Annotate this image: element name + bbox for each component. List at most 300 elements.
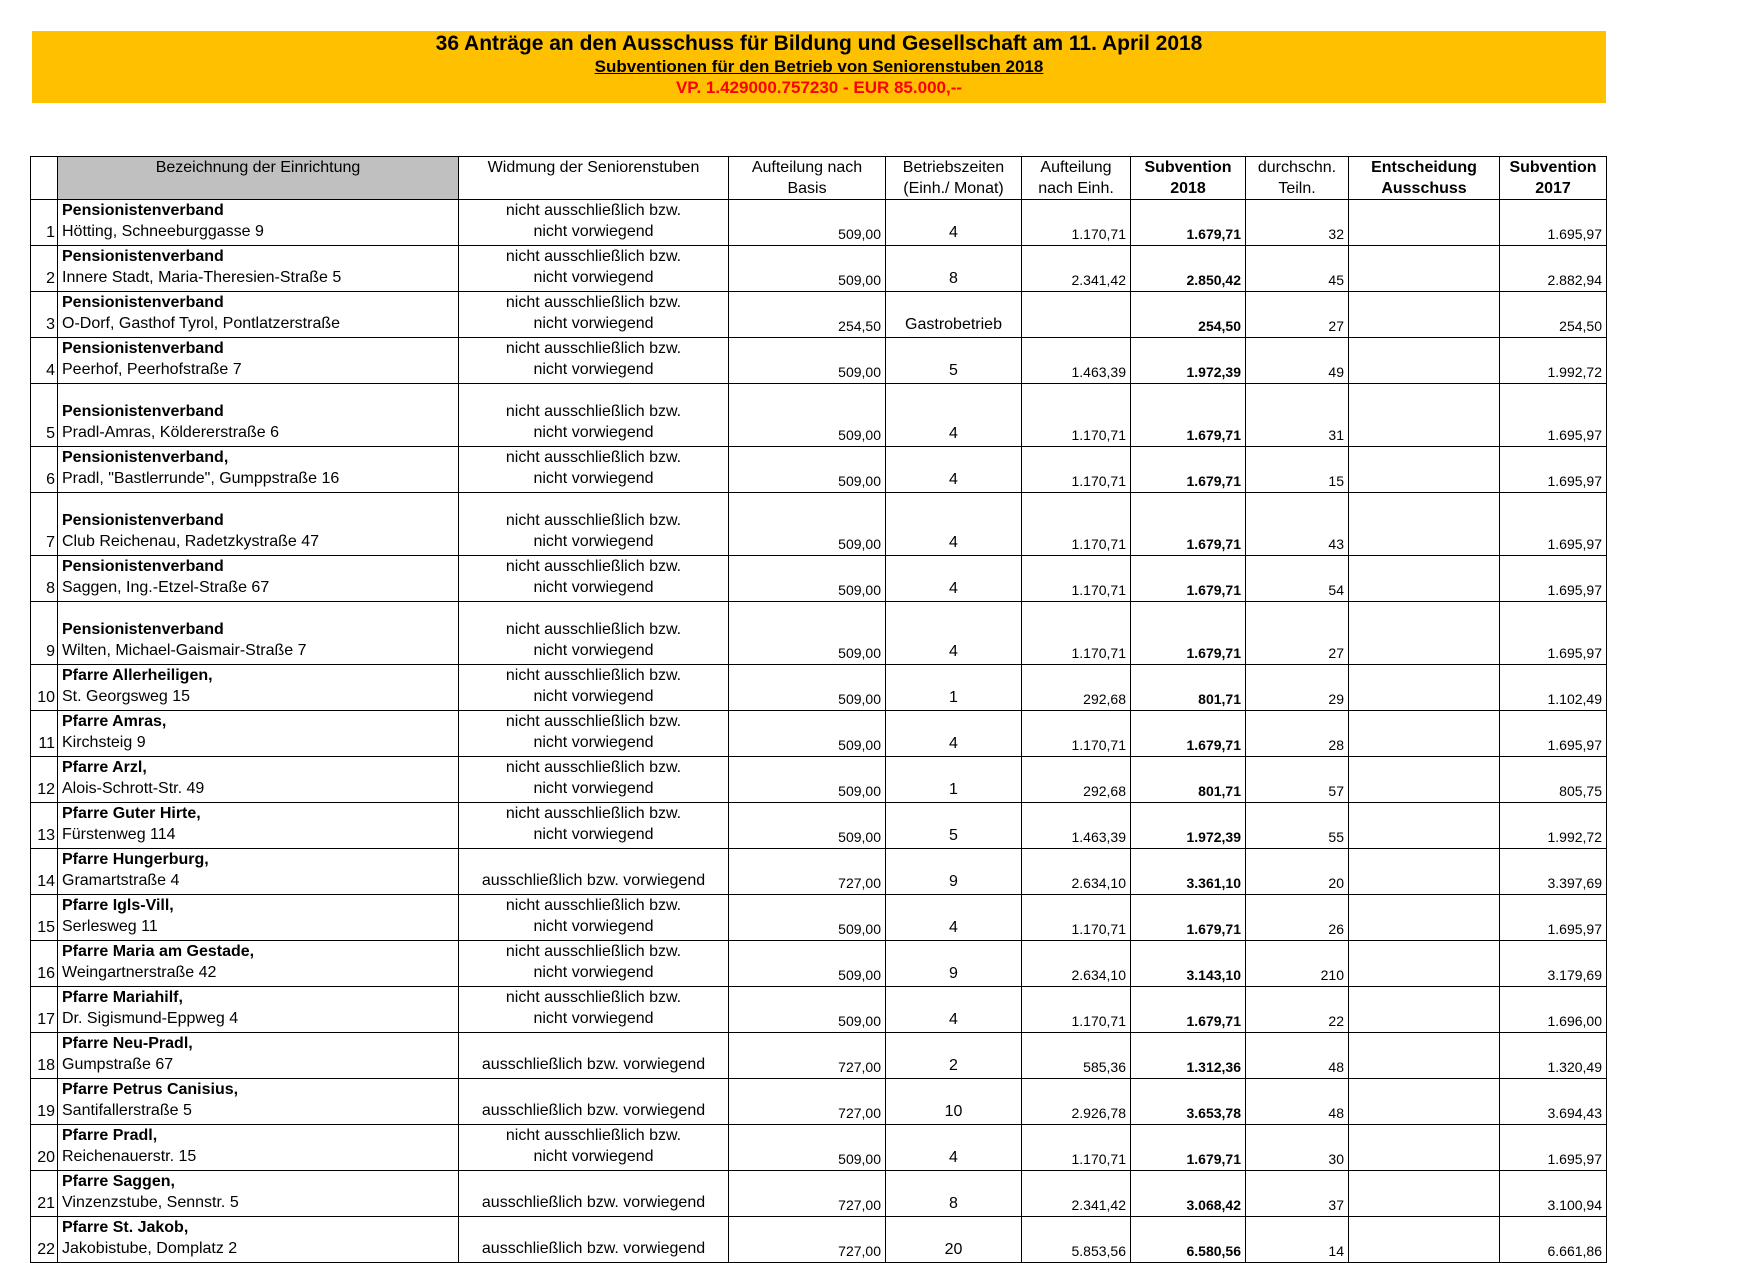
facility-cell [58, 493, 459, 556]
facility-organisation: Pfarre Amras, [62, 713, 167, 730]
basis-cell: 509,00 [729, 246, 886, 292]
basis-cell: 509,00 [729, 338, 886, 384]
row-number: 21 [31, 1171, 58, 1217]
subvention-2018-cell: 1.679,71 [1131, 384, 1246, 447]
subvention-2017-cell: 1.992,72 [1500, 803, 1607, 849]
subvention-2017-cell: 1.695,97 [1500, 711, 1607, 757]
entscheidung-cell[interactable] [1349, 849, 1500, 895]
subsidy-table [30, 156, 1607, 1263]
widmung-line-2: nicht vorwiegend [533, 734, 654, 751]
teilnehmer-cell: 43 [1246, 493, 1349, 556]
widmung-cell [459, 447, 729, 493]
entscheidung-cell[interactable] [1349, 803, 1500, 849]
entscheidung-cell[interactable] [1349, 384, 1500, 447]
widmung-cell [459, 1079, 729, 1125]
einheiten-cell: 1.170,71 [1022, 987, 1131, 1033]
subvention-2017-cell: 254,50 [1500, 292, 1607, 338]
betriebszeiten-cell: 4 [886, 493, 1022, 556]
basis-cell: 509,00 [729, 556, 886, 602]
row-number: 20 [31, 1125, 58, 1171]
table-row [31, 1079, 1607, 1125]
einheiten-cell: 2.341,42 [1022, 246, 1131, 292]
betriebszeiten-cell: 4 [886, 384, 1022, 447]
subvention-2018-cell: 1.679,71 [1131, 602, 1246, 665]
basis-cell: 509,00 [729, 665, 886, 711]
facility-organisation: Pfarre Igls-Vill, [62, 897, 174, 914]
row-number: 19 [31, 1079, 58, 1125]
facility-address: Kirchsteig 9 [62, 734, 146, 751]
teilnehmer-cell: 28 [1246, 711, 1349, 757]
subvention-2018-cell: 1.679,71 [1131, 200, 1246, 246]
table-row [31, 757, 1607, 803]
einheiten-cell: 292,68 [1022, 757, 1131, 803]
entscheidung-cell[interactable] [1349, 1079, 1500, 1125]
teilnehmer-cell: 29 [1246, 665, 1349, 711]
row-number: 5 [31, 384, 58, 447]
betriebszeiten-cell: 5 [886, 803, 1022, 849]
basis-cell: 509,00 [729, 803, 886, 849]
row-number: 14 [31, 849, 58, 895]
row-number: 10 [31, 665, 58, 711]
table-row [31, 200, 1607, 246]
widmung-line-2: nicht vorwiegend [533, 424, 654, 441]
subvention-2018-cell: 1.312,36 [1131, 1033, 1246, 1079]
budget-line: VP. 1.429000.757230 - EUR 85.000,-- [675, 78, 963, 97]
widmung-line-1: nicht ausschließlich bzw. [505, 897, 682, 914]
betriebszeiten-cell: 4 [886, 556, 1022, 602]
header-entscheidung: Entscheidung Ausschuss [1349, 157, 1500, 200]
widmung-line-1: nicht ausschließlich bzw. [505, 340, 682, 357]
widmung-cell [459, 1125, 729, 1171]
widmung-line-1: nicht ausschließlich bzw. [505, 403, 682, 420]
widmung-line-2: nicht vorwiegend [533, 918, 654, 935]
table-row [31, 338, 1607, 384]
row-number: 1 [31, 200, 58, 246]
row-number: 13 [31, 803, 58, 849]
facility-address: Saggen, Ing.-Etzel-Straße 67 [62, 579, 270, 596]
subvention-2017-cell: 1.992,72 [1500, 338, 1607, 384]
teilnehmer-cell: 45 [1246, 246, 1349, 292]
betriebszeiten-cell: 8 [886, 246, 1022, 292]
widmung-cell [459, 849, 729, 895]
widmung-line-2: nicht vorwiegend [533, 315, 654, 332]
table-row [31, 556, 1607, 602]
header-widmung: Widmung der Seniorenstuben [459, 157, 729, 200]
subvention-2018-cell: 1.679,71 [1131, 987, 1246, 1033]
subvention-2017-cell: 1.695,97 [1500, 447, 1607, 493]
row-number: 22 [31, 1217, 58, 1263]
row-number: 17 [31, 987, 58, 1033]
betriebszeiten-cell: 4 [886, 711, 1022, 757]
subvention-2018-cell: 3.143,10 [1131, 941, 1246, 987]
table-row [31, 493, 1607, 556]
basis-cell: 254,50 [729, 292, 886, 338]
facility-organisation: Pfarre Hungerburg, [62, 851, 209, 868]
teilnehmer-cell: 27 [1246, 292, 1349, 338]
subvention-2018-cell: 801,71 [1131, 757, 1246, 803]
subvention-2017-cell: 1.695,97 [1500, 493, 1607, 556]
einheiten-cell: 1.463,39 [1022, 338, 1131, 384]
teilnehmer-cell: 48 [1246, 1033, 1349, 1079]
facility-organisation: Pensionistenverband [62, 512, 224, 529]
einheiten-cell: 2.926,78 [1022, 1079, 1131, 1125]
betriebszeiten-cell: 2 [886, 1033, 1022, 1079]
basis-cell: 727,00 [729, 1079, 886, 1125]
einheiten-cell: 5.853,56 [1022, 1217, 1131, 1263]
basis-cell: 509,00 [729, 447, 886, 493]
widmung-line-2: nicht vorwiegend [533, 223, 654, 240]
entscheidung-cell[interactable] [1349, 200, 1500, 246]
teilnehmer-cell: 26 [1246, 895, 1349, 941]
subvention-2018-cell: 3.653,78 [1131, 1079, 1246, 1125]
facility-address: Serlesweg 11 [62, 918, 158, 935]
facility-organisation: Pensionistenverband [62, 558, 224, 575]
subvention-2017-cell: 3.694,43 [1500, 1079, 1607, 1125]
facility-cell [58, 447, 459, 493]
facility-address: Reichenauerstr. 15 [62, 1148, 197, 1165]
subvention-2018-cell: 3.068,42 [1131, 1171, 1246, 1217]
subvention-2018-cell: 1.679,71 [1131, 493, 1246, 556]
facility-address: Club Reichenau, Radetzkystraße 47 [62, 533, 320, 550]
facility-cell [58, 338, 459, 384]
facility-cell [58, 602, 459, 665]
basis-cell: 509,00 [729, 895, 886, 941]
teilnehmer-cell: 37 [1246, 1171, 1349, 1217]
betriebszeiten-cell: 5 [886, 338, 1022, 384]
facility-cell [58, 803, 459, 849]
subvention-2018-cell: 2.850,42 [1131, 246, 1246, 292]
facility-address: Wilten, Michael-Gaismair-Straße 7 [62, 642, 307, 659]
subvention-2017-cell: 3.100,94 [1500, 1171, 1607, 1217]
facility-cell [58, 895, 459, 941]
widmung-line-1: nicht ausschließlich bzw. [505, 512, 682, 529]
basis-cell: 727,00 [729, 1217, 886, 1263]
facility-organisation: Pfarre Petrus Canisius, [62, 1081, 239, 1098]
widmung-cell [459, 1033, 729, 1079]
widmung-cell [459, 895, 729, 941]
facility-organisation: Pensionistenverband [62, 202, 224, 219]
teilnehmer-cell: 20 [1246, 849, 1349, 895]
subvention-2017-cell: 1.695,97 [1500, 384, 1607, 447]
teilnehmer-cell: 55 [1246, 803, 1349, 849]
teilnehmer-cell: 15 [1246, 447, 1349, 493]
einheiten-cell: 1.170,71 [1022, 200, 1131, 246]
row-number: 6 [31, 447, 58, 493]
subvention-2017-cell: 6.661,86 [1500, 1217, 1607, 1263]
facility-cell [58, 200, 459, 246]
facility-organisation: Pfarre Arzl, [62, 759, 147, 776]
widmung-line-2: ausschließlich bzw. vorwiegend [481, 872, 706, 889]
widmung-cell [459, 602, 729, 665]
facility-address: Santifallerstraße 5 [62, 1102, 192, 1119]
row-number: 9 [31, 602, 58, 665]
einheiten-cell: 1.170,71 [1022, 1125, 1131, 1171]
subvention-2018-cell: 1.679,71 [1131, 556, 1246, 602]
basis-cell: 509,00 [729, 941, 886, 987]
facility-address: Gramartstraße 4 [62, 872, 180, 889]
entscheidung-cell[interactable] [1349, 493, 1500, 556]
subvention-2017-cell: 1.695,97 [1500, 1125, 1607, 1171]
facility-cell [58, 987, 459, 1033]
einheiten-cell: 292,68 [1022, 665, 1131, 711]
widmung-cell [459, 246, 729, 292]
teilnehmer-cell: 14 [1246, 1217, 1349, 1263]
facility-address: Weingartnerstraße 42 [62, 964, 217, 981]
subvention-2017-cell: 2.882,94 [1500, 246, 1607, 292]
facility-address: Vinzenzstube, Sennstr. 5 [62, 1194, 239, 1211]
widmung-cell [459, 803, 729, 849]
row-number: 15 [31, 895, 58, 941]
facility-address: Peerhof, Peerhofstraße 7 [62, 361, 242, 378]
basis-cell: 509,00 [729, 711, 886, 757]
table-row [31, 292, 1607, 338]
table-row [31, 941, 1607, 987]
betriebszeiten-cell: 4 [886, 1125, 1022, 1171]
subvention-2017-cell: 1.695,97 [1500, 602, 1607, 665]
widmung-line-2: nicht vorwiegend [533, 780, 654, 797]
title-banner [32, 31, 1606, 103]
row-number: 16 [31, 941, 58, 987]
widmung-cell [459, 493, 729, 556]
widmung-cell [459, 292, 729, 338]
widmung-line-2: nicht vorwiegend [533, 579, 654, 596]
table-row [31, 1033, 1607, 1079]
table-row [31, 447, 1607, 493]
facility-organisation: Pensionistenverband [62, 403, 224, 420]
table-row [31, 1125, 1607, 1171]
widmung-line-1: nicht ausschließlich bzw. [505, 667, 682, 684]
facility-address: Pradl-Amras, Köldererstraße 6 [62, 424, 279, 441]
entscheidung-cell[interactable] [1349, 711, 1500, 757]
subvention-2018-cell: 1.679,71 [1131, 1125, 1246, 1171]
widmung-line-1: nicht ausschließlich bzw. [505, 989, 682, 1006]
facility-cell [58, 941, 459, 987]
widmung-line-2: nicht vorwiegend [533, 1010, 654, 1027]
widmung-line-1: nicht ausschließlich bzw. [505, 805, 682, 822]
widmung-line-2: nicht vorwiegend [533, 826, 654, 843]
einheiten-cell: 1.170,71 [1022, 556, 1131, 602]
entscheidung-cell[interactable] [1349, 602, 1500, 665]
subvention-2017-cell: 1.696,00 [1500, 987, 1607, 1033]
widmung-line-1: nicht ausschließlich bzw. [505, 943, 682, 960]
teilnehmer-cell: 48 [1246, 1079, 1349, 1125]
teilnehmer-cell: 54 [1246, 556, 1349, 602]
einheiten-cell: 2.634,10 [1022, 941, 1131, 987]
facility-cell [58, 384, 459, 447]
subvention-2017-cell: 3.397,69 [1500, 849, 1607, 895]
einheiten-cell: 1.170,71 [1022, 602, 1131, 665]
table-row [31, 711, 1607, 757]
facility-address: Pradl, "Bastlerrunde", Gumppstraße 16 [62, 470, 340, 487]
facility-cell [58, 849, 459, 895]
widmung-line-2: nicht vorwiegend [533, 642, 654, 659]
subvention-2017-cell: 1.695,97 [1500, 200, 1607, 246]
row-number: 7 [31, 493, 58, 556]
facility-organisation: Pensionistenverband, [62, 449, 229, 466]
facility-organisation: Pensionistenverband [62, 248, 224, 265]
header-nr [31, 157, 58, 200]
betriebszeiten-cell: 8 [886, 1171, 1022, 1217]
einheiten-cell: 2.634,10 [1022, 849, 1131, 895]
entscheidung-cell[interactable] [1349, 665, 1500, 711]
entscheidung-cell[interactable] [1349, 895, 1500, 941]
facility-cell [58, 292, 459, 338]
entscheidung-cell[interactable] [1349, 987, 1500, 1033]
facility-address: Jakobistube, Domplatz 2 [62, 1240, 238, 1257]
subvention-2018-cell: 1.679,71 [1131, 711, 1246, 757]
widmung-line-1: nicht ausschließlich bzw. [505, 294, 682, 311]
betriebszeiten-cell: 4 [886, 602, 1022, 665]
widmung-cell [459, 200, 729, 246]
betriebszeiten-cell: Gastrobetrieb [886, 292, 1022, 338]
betriebszeiten-cell: 4 [886, 987, 1022, 1033]
facility-address: O-Dorf, Gasthof Tyrol, Pontlatzerstraße [62, 315, 341, 332]
widmung-line-1: nicht ausschließlich bzw. [505, 449, 682, 466]
widmung-line-2: ausschließlich bzw. vorwiegend [481, 1240, 706, 1257]
subvention-2018-cell: 6.580,56 [1131, 1217, 1246, 1263]
entscheidung-cell[interactable] [1349, 757, 1500, 803]
table-row [31, 384, 1607, 447]
widmung-line-2: nicht vorwiegend [533, 470, 654, 487]
subvention-2017-cell: 1.320,49 [1500, 1033, 1607, 1079]
row-number: 11 [31, 711, 58, 757]
header-teilnehmer: durchschn. Teiln. [1246, 157, 1349, 200]
widmung-line-2: nicht vorwiegend [533, 361, 654, 378]
row-number: 12 [31, 757, 58, 803]
widmung-cell [459, 338, 729, 384]
row-number: 2 [31, 246, 58, 292]
facility-address: Hötting, Schneeburggasse 9 [62, 223, 264, 240]
facility-cell [58, 556, 459, 602]
widmung-line-1: nicht ausschließlich bzw. [505, 759, 682, 776]
row-number: 3 [31, 292, 58, 338]
teilnehmer-cell: 49 [1246, 338, 1349, 384]
widmung-line-2: ausschließlich bzw. vorwiegend [481, 1194, 706, 1211]
facility-organisation: Pfarre Guter Hirte, [62, 805, 201, 822]
facility-organisation: Pensionistenverband [62, 340, 224, 357]
table-row [31, 1171, 1607, 1217]
row-number: 18 [31, 1033, 58, 1079]
entscheidung-cell[interactable] [1349, 338, 1500, 384]
header-subvention-2018: Subvention 2018 [1131, 157, 1246, 200]
widmung-line-1: nicht ausschließlich bzw. [505, 558, 682, 575]
header-basis: Aufteilung nach Basis [729, 157, 886, 200]
subvention-2018-cell: 1.972,39 [1131, 803, 1246, 849]
widmung-line-2: nicht vorwiegend [533, 964, 654, 981]
widmung-cell [459, 941, 729, 987]
entscheidung-cell[interactable] [1349, 1033, 1500, 1079]
betriebszeiten-cell: 9 [886, 941, 1022, 987]
table-row [31, 665, 1607, 711]
entscheidung-cell[interactable] [1349, 292, 1500, 338]
widmung-line-2: nicht vorwiegend [533, 688, 654, 705]
entscheidung-cell[interactable] [1349, 941, 1500, 987]
facility-organisation: Pfarre Mariahilf, [62, 989, 183, 1006]
table-row [31, 895, 1607, 941]
facility-organisation: Pfarre Allerheiligen, [62, 667, 213, 684]
facility-organisation: Pensionistenverband [62, 621, 224, 638]
facility-cell [58, 757, 459, 803]
widmung-cell [459, 711, 729, 757]
table-row [31, 246, 1607, 292]
widmung-line-2: nicht vorwiegend [533, 533, 654, 550]
widmung-cell [459, 1171, 729, 1217]
betriebszeiten-cell: 1 [886, 665, 1022, 711]
widmung-cell [459, 987, 729, 1033]
basis-cell: 509,00 [729, 384, 886, 447]
widmung-line-1: nicht ausschließlich bzw. [505, 713, 682, 730]
facility-organisation: Pfarre Pradl, [62, 1127, 158, 1144]
basis-cell: 727,00 [729, 849, 886, 895]
facility-cell [58, 1125, 459, 1171]
widmung-cell [459, 665, 729, 711]
table-header-row [31, 157, 1607, 200]
einheiten-cell: 2.341,42 [1022, 1171, 1131, 1217]
einheiten-cell: 1.170,71 [1022, 384, 1131, 447]
widmung-line-2: nicht vorwiegend [533, 1148, 654, 1165]
facility-address: Alois-Schrott-Str. 49 [62, 780, 205, 797]
betriebszeiten-cell: 9 [886, 849, 1022, 895]
subvention-2017-cell: 3.179,69 [1500, 941, 1607, 987]
teilnehmer-cell: 27 [1246, 602, 1349, 665]
facility-address: Dr. Sigismund-Eppweg 4 [62, 1010, 239, 1027]
entscheidung-cell[interactable] [1349, 556, 1500, 602]
basis-cell: 509,00 [729, 1125, 886, 1171]
entscheidung-cell[interactable] [1349, 246, 1500, 292]
teilnehmer-cell: 30 [1246, 1125, 1349, 1171]
table-row [31, 803, 1607, 849]
widmung-line-2: nicht vorwiegend [533, 269, 654, 286]
widmung-cell [459, 556, 729, 602]
table-row [31, 602, 1607, 665]
facility-organisation: Pfarre Saggen, [62, 1173, 175, 1190]
entscheidung-cell[interactable] [1349, 1171, 1500, 1217]
row-number: 4 [31, 338, 58, 384]
table-row [31, 849, 1607, 895]
facility-cell [58, 246, 459, 292]
facility-address: Innere Stadt, Maria-Theresien-Straße 5 [62, 269, 342, 286]
teilnehmer-cell: 32 [1246, 200, 1349, 246]
widmung-line-1: nicht ausschließlich bzw. [505, 248, 682, 265]
header-einheiten: Aufteilung nach Einh. [1022, 157, 1131, 200]
header-subvention-2017: Subvention 2017 [1500, 157, 1607, 200]
entscheidung-cell[interactable] [1349, 447, 1500, 493]
subvention-2018-cell: 254,50 [1131, 292, 1246, 338]
document-title: 36 Anträge an den Ausschuss für Bildung und Gesellschaft am 11. April 2018 [435, 32, 1203, 55]
widmung-line-1: nicht ausschließlich bzw. [505, 621, 682, 638]
widmung-line-2: ausschließlich bzw. vorwiegend [481, 1056, 706, 1073]
betriebszeiten-cell: 20 [886, 1217, 1022, 1263]
einheiten-cell: 1.170,71 [1022, 895, 1131, 941]
facility-cell [58, 711, 459, 757]
entscheidung-cell[interactable] [1349, 1125, 1500, 1171]
document-subtitle: Subventionen für den Betrieb von Seniorenstuben 2018 [594, 57, 1044, 76]
facility-cell [58, 665, 459, 711]
einheiten-cell: 1.170,71 [1022, 493, 1131, 556]
einheiten-cell: 1.463,39 [1022, 803, 1131, 849]
facility-address: St. Georgsweg 15 [62, 688, 191, 705]
facility-organisation: Pfarre St. Jakob, [62, 1219, 189, 1236]
betriebszeiten-cell: 10 [886, 1079, 1022, 1125]
facility-organisation: Pfarre Neu-Pradl, [62, 1035, 193, 1052]
facility-organisation: Pensionistenverband [62, 294, 224, 311]
widmung-line-1: nicht ausschließlich bzw. [505, 1127, 682, 1144]
subvention-2017-cell: 1.695,97 [1500, 556, 1607, 602]
einheiten-cell: 585,36 [1022, 1033, 1131, 1079]
einheiten-cell: 1.170,71 [1022, 711, 1131, 757]
facility-organisation: Pfarre Maria am Gestade, [62, 943, 255, 960]
facility-address: Fürstenweg 114 [62, 826, 176, 843]
